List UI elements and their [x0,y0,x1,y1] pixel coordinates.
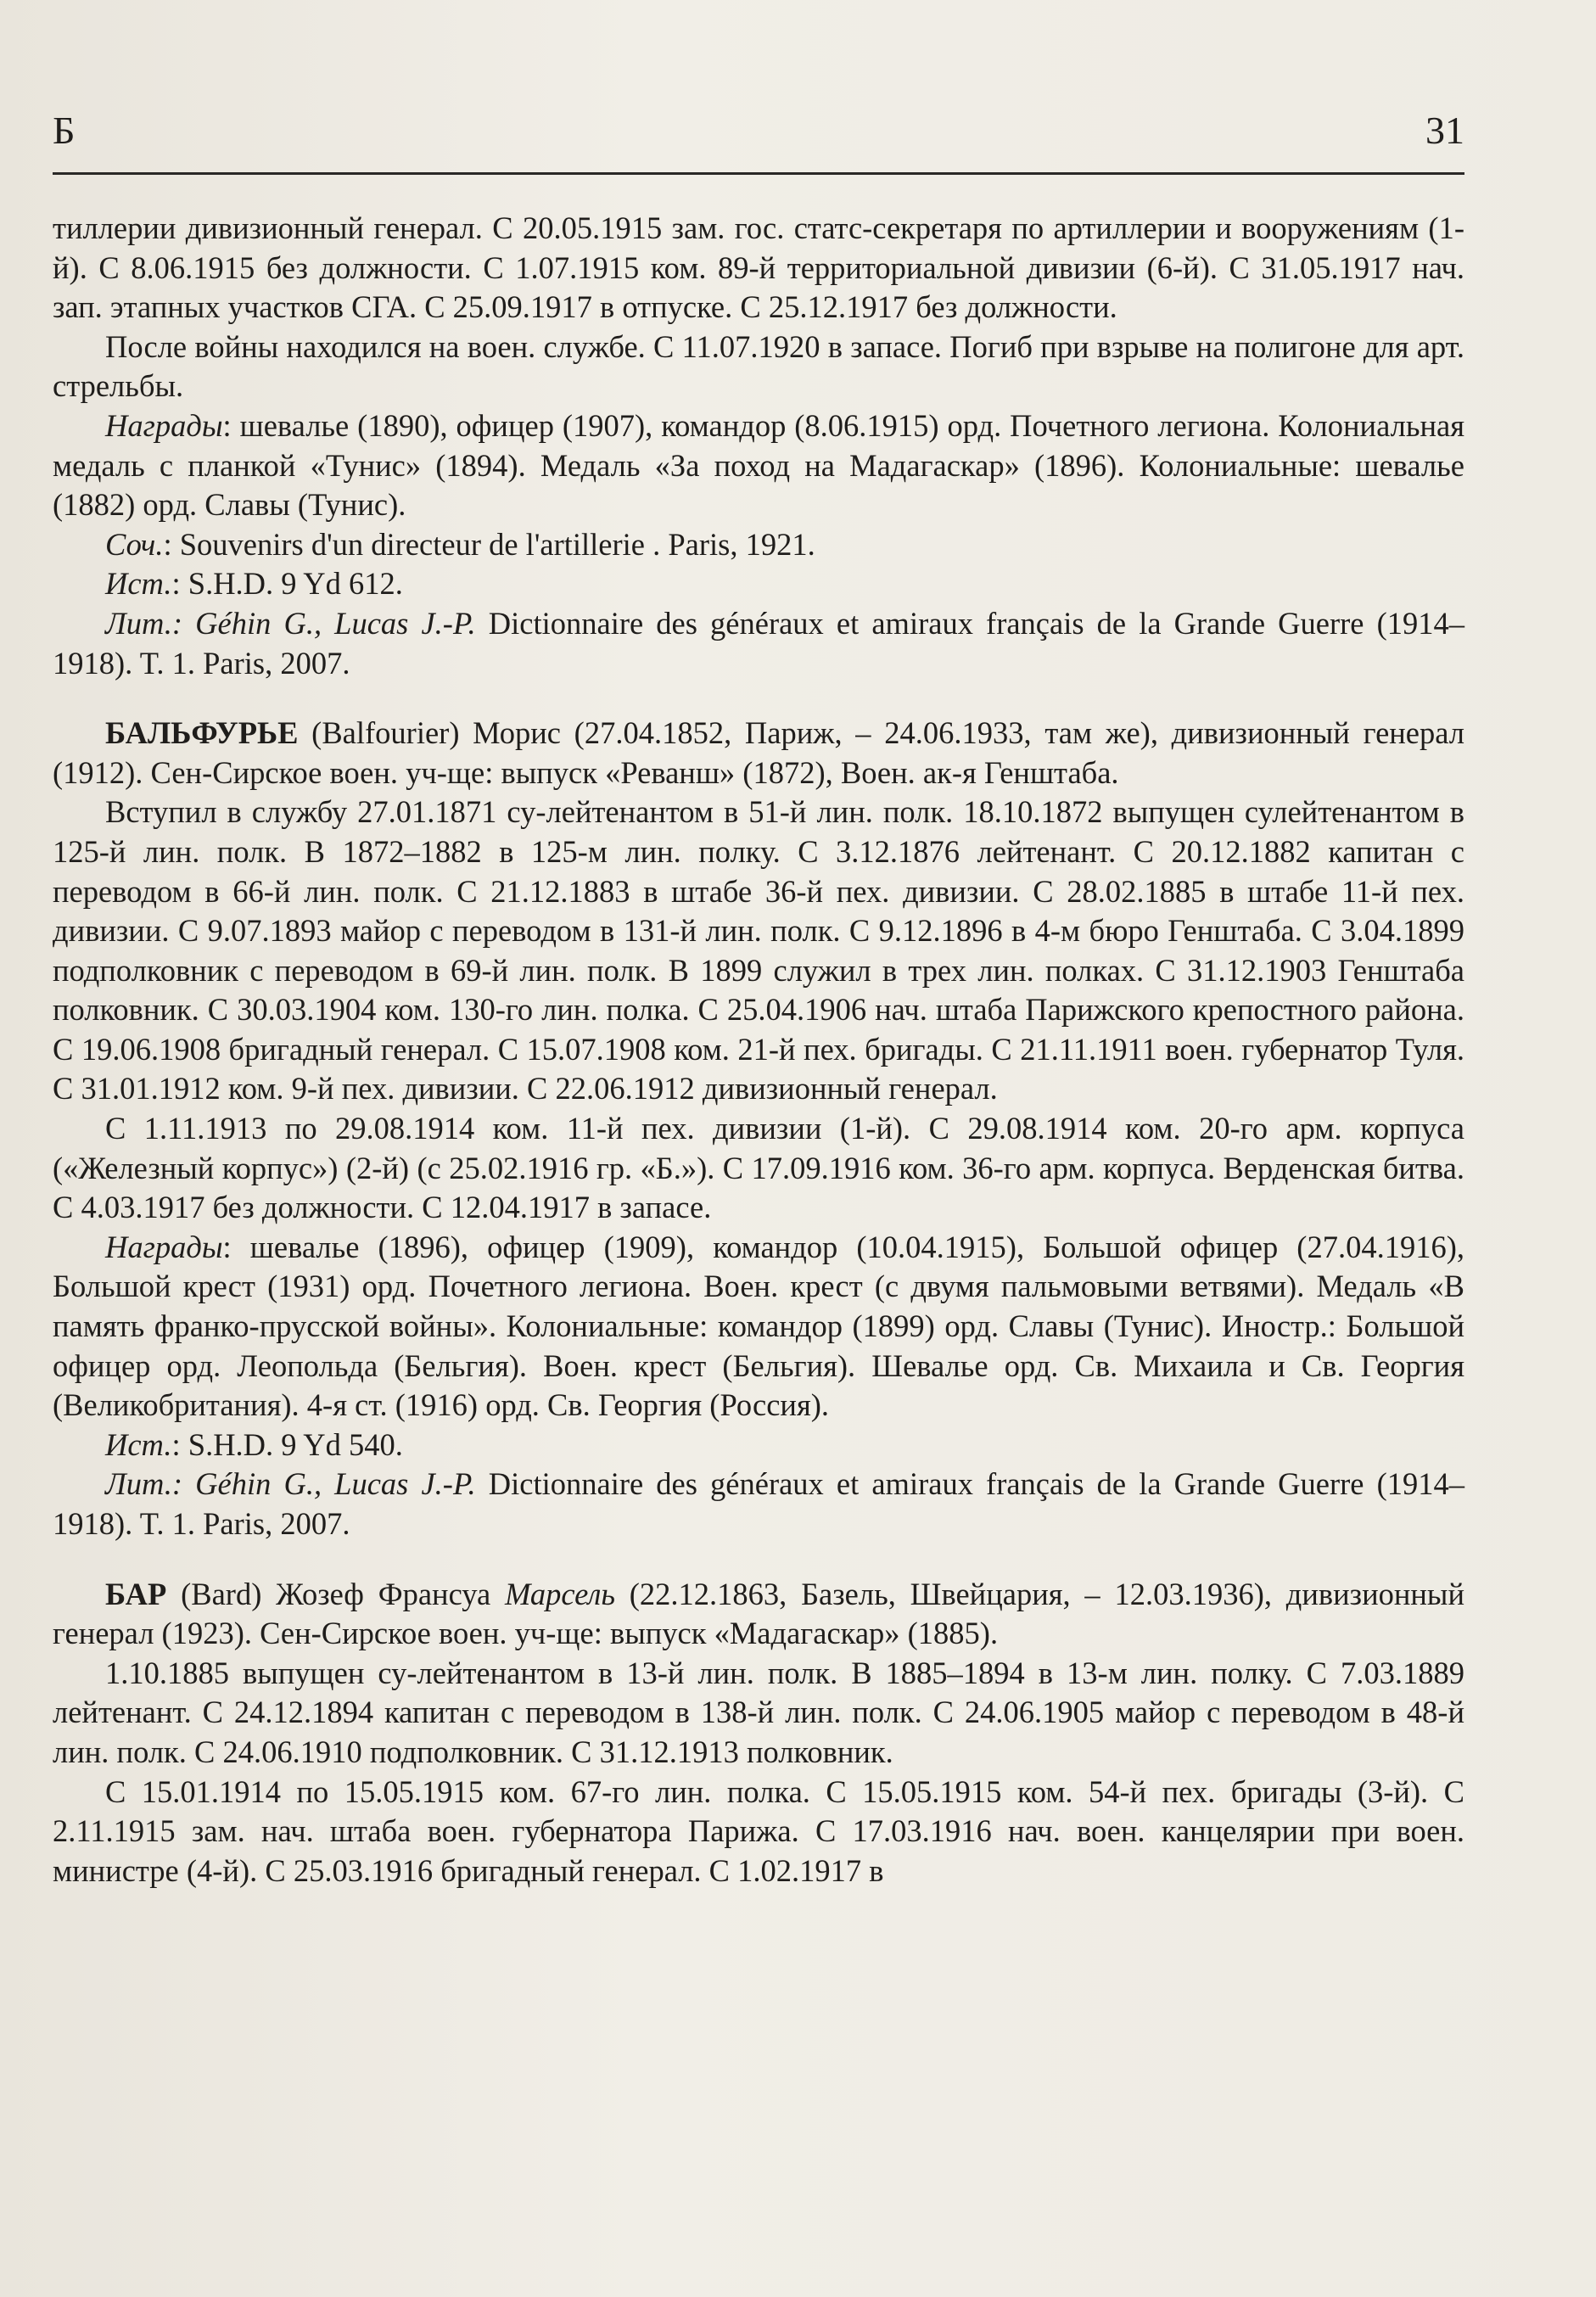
literature-text: Dictionnaire des généraux et amiraux français de la Grande Guerre (1914–1918). T. 1. Paris, 2007. [53,605,1464,681]
literature-label: Лит. [105,1466,172,1502]
page-number: 31 [1425,109,1464,152]
awards-line [53,406,1464,525]
entry-intro: (Balfourier) Морис (27.04.1852, Париж, – 24.06.1933, там же), дивизионный генерал (1912). Сен-Сирское воен. уч-ще: выпуск «Реванш» (1872), Воен. ак-я Генштаба. [53,715,1464,790]
source-text: : S.H.D. 9 Yd 540. [171,1426,403,1462]
works-line [53,525,1464,565]
running-header [53,100,1464,153]
entry-intro-name: Марсель [505,1576,615,1611]
works-text: : Souvenirs d'un directeur de l'artillerie . Paris, 1921. [163,526,815,562]
works-label: Соч. [105,526,164,562]
source-label: Ист. [105,1426,172,1462]
section-letter: Б [53,109,76,152]
entry-paragraph: С 15.01.1914 по 15.05.1915 ком. 67-го лин. полка. С 15.05.1915 ком. 54-й пех. бригады (3-й). С 2.11.1915 зам. нач. штаба воен. губернатора Парижа. С 17.03.1916 нач. воен. канцелярии при воен. министре (4-й). С 25.03.1916 бригадный генерал. С 1.02.1917 в [53,1773,1464,1888]
entry-paragraph: С 1.11.1913 по 29.08.1914 ком. 11-й пех. дивизии (1-й). С 29.08.1914 ком. 20-го арм. корпуса («Железный корпус») (2-й) (с 25.02.1916 гр. «Б.»). С 17.09.1916 ком. 36-го арм. корпуса. Верденская битва. С 4.03.1917 без должности. С 12.04.1917 в запасе. [53,1111,1464,1225]
entry-paragraph: 1.10.1885 выпущен су-лейтенантом в 13-й лин. полк. В 1885–1894 в 13-м лин. полку. С 7.03.1889 лейтенант. С 24.12.1894 капитан с переводом в 138-й лин. полк. С 24.06.1905 майор с переводом в 48-й лин. полк. С 24.06.1910 подполковник. С 31.12.1913 полковник. [53,1655,1464,1769]
awards-label: Награды [105,407,223,443]
entry-paragraph: Вступил в службу 27.01.1871 су-лейтенантом в 51-й лин. полк. 18.10.1872 выпущен сулейтенантом в 125-й лин. полк. В 1872–1882 в 125-м лин. полку. С 3.12.1876 лейтенант. С 20.12.1882 капитан с переводом в 66-й лин. полк. С 21.12.1883 в штабе 36-й пех. дивизии. С 28.02.1885 в штабе 11-й пех. дивизии. С 9.07.1893 майор с переводом в 131-й лин. полк. С 9.12.1896 в 4-м бюро Генштаба. С 3.04.1899 подполковник с переводом в 69-й лин. полк. В 1899 служил в трех лин. полках. С 31.12.1903 Генштаба полковник. С 30.03.1904 ком. 130-го лин. полка. С 25.04.1906 нач. штаба Парижского крепостного района. С 19.06.1908 бригадный генерал. С 15.07.1908 ком. 21-й пех. бригады. С 21.11.1911 воен. губернатор Туля. С 31.01.1912 ком. 9-й пех. дивизии. С 22.06.1912 дивизионный генерал. [53,794,1464,1106]
entry-intro-rest: (22.12.1863, Базель, Швейцария, – 12.03.1936), дивизионный генерал (1923). Сен-Сирское воен. уч-ще: выпуск «Мадагаскар» (1885). [53,1576,1464,1651]
entry-heading [53,1575,1464,1654]
awards-label: Награды [105,1229,223,1264]
entry-heading [53,714,1464,793]
literature-line [53,1465,1464,1543]
awards-text: : шевалье (1896), офицер (1909), командор (10.04.1915), Большой офицер (27.04.1916), Большой крест (1931) орд. Почетного легиона. Воен. крест (с двумя пальмовыми ветвями). Медаль «В память франко-прусской войны». Колониальные: командор (1899) орд. Славы (Тунис). Иностр.: Большой офицер орд. Леопольда (Бельгия). Воен. крест (Бельгия). Шевалье орд. Св. Михаила и Св. Георгия (Великобритания). 4-я ст. (1916) орд. Св. Георгия (Россия). [53,1229,1464,1423]
entry-name: БАЛЬФУРЬЕ [105,715,299,751]
source-line [53,564,1464,604]
source-line [53,1426,1464,1465]
source-label: Ист. [105,566,172,602]
source-text: : S.H.D. 9 Yd 612. [171,566,403,602]
entry-paragraph: После войны находился на воен. службе. С 11.07.1920 в запасе. Погиб при взрыве на полигоне для арт. стрельбы. [53,328,1464,404]
awards-text: : шевалье (1890), офицер (1907), командор (8.06.1915) орд. Почетного легиона. Колониальная медаль с планкой «Тунис» (1894). Медаль «За поход на Мадагаскар» (1896). Колониальные: шевалье (1882) орд. Славы (Тунис). [53,407,1464,523]
header-rule [53,172,1464,175]
entry-continuation-paragraph: тиллерии дивизионный генерал. С 20.05.1915 зам. гос. статс-секретаря по артиллерии и вооружениям (1-й). С 8.06.1915 без должности. С 1.07.1915 ком. 89-й территориальной дивизии (6-й). С 31.05.1917 нач. зап. этапных участков СГА. С 25.09.1917 в отпуске. С 25.12.1917 без должности. [53,210,1464,325]
entry-intro: (Bard) Жозеф Франсуа [166,1576,506,1611]
literature-text: Dictionnaire des généraux et amiraux français de la Grande Guerre (1914–1918). T. 1. Paris, 2007. [53,1466,1464,1541]
literature-authors: : Géhin G., Lucas J.-P. [171,605,476,641]
literature-label: Лит. [105,605,172,641]
literature-authors: : Géhin G., Lucas J.-P. [171,1466,476,1502]
entry-name: БАР [105,1576,167,1611]
awards-line [53,1228,1464,1426]
literature-line [53,604,1464,683]
page-body [53,209,1464,1891]
